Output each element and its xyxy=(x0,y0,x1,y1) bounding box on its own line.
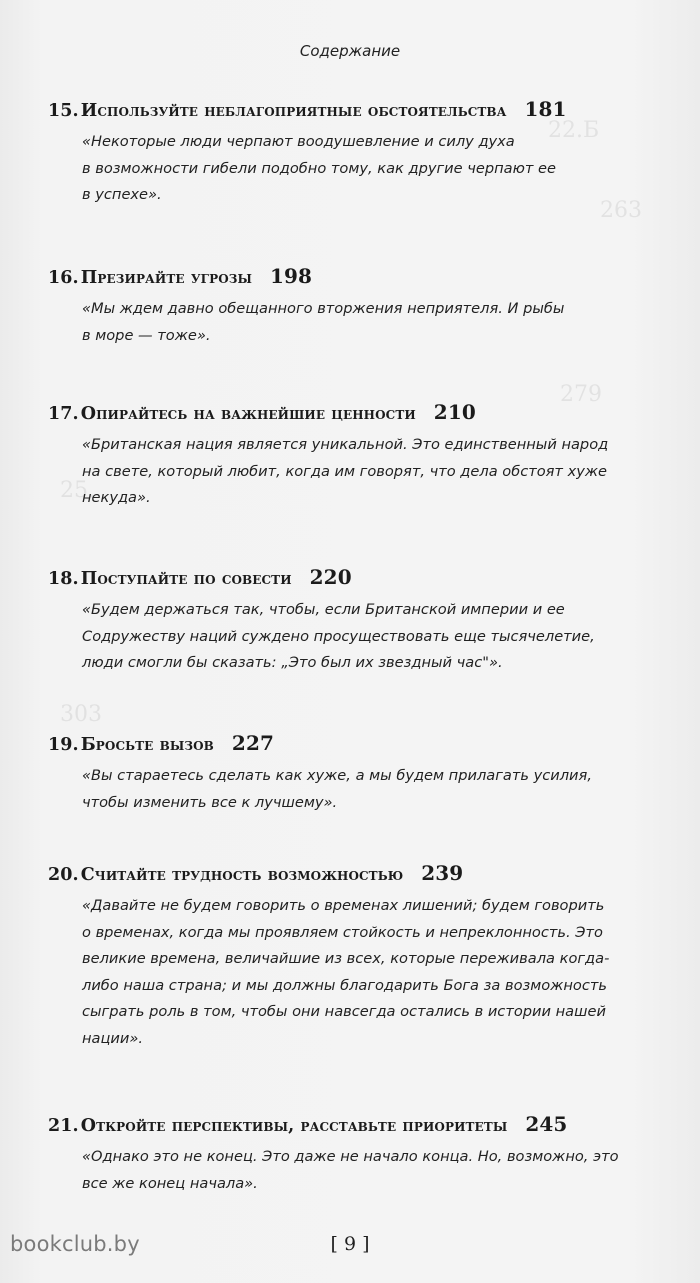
chapter-title: Бросьте вызов xyxy=(80,735,214,755)
toc-entry-heading xyxy=(48,565,668,591)
toc-entry xyxy=(48,264,668,349)
toc-entry-heading xyxy=(48,731,668,757)
chapter-number: 16. xyxy=(48,268,79,288)
chapter-number: 15. xyxy=(48,101,79,121)
chapter-number: 18. xyxy=(48,569,79,589)
running-head: Содержание xyxy=(299,42,401,60)
show-through-text: 263 xyxy=(600,198,642,223)
chapter-number: 21. xyxy=(48,1116,79,1136)
toc-entry-heading xyxy=(48,400,668,426)
chapter-page-number: 245 xyxy=(525,1112,568,1136)
chapter-page-number: 220 xyxy=(309,565,352,589)
chapter-page-number: 227 xyxy=(231,731,274,755)
chapter-epigraph: «Мы ждем давно обещанного вторжения неприятеля. И рыбы в море — тоже». xyxy=(82,300,565,344)
toc-entry-heading xyxy=(48,861,668,887)
chapter-number: 19. xyxy=(48,735,79,755)
page-folio: [ 9 ] xyxy=(330,1233,370,1255)
chapter-title: Опирайтесь на важнейшие ценности xyxy=(80,404,416,424)
show-through-text: 22.Б xyxy=(548,118,600,143)
chapter-epigraph: «Британская нация является уникальной. Это единственный народ на свете, который любит, когда им говорят, что дела обстоят хуже некуда». xyxy=(82,436,609,506)
toc-entry-heading xyxy=(48,97,668,123)
show-through-text: 279 xyxy=(560,382,602,407)
toc-entry xyxy=(48,565,668,677)
toc-entry-heading xyxy=(48,264,668,290)
chapter-title: Презирайте угрозы xyxy=(80,268,253,288)
chapter-page-number: 239 xyxy=(421,861,464,885)
toc-entry xyxy=(48,861,668,1052)
chapter-number: 20. xyxy=(48,865,79,885)
watermark: bookclub.by xyxy=(10,1232,140,1256)
chapter-title: Откройте перспективы, расставьте приоритеты xyxy=(80,1116,508,1136)
chapter-title: Считайте трудность возможностью xyxy=(80,865,404,885)
chapter-page-number: 210 xyxy=(433,400,476,424)
toc-entry xyxy=(48,400,668,512)
chapter-page-number: 181 xyxy=(524,97,567,121)
toc-entry-heading xyxy=(48,1112,668,1138)
toc-entry xyxy=(48,731,668,816)
chapter-number: 17. xyxy=(48,404,79,424)
chapter-page-number: 198 xyxy=(270,264,313,288)
chapter-title: Поступайте по совести xyxy=(80,569,292,589)
chapter-epigraph: «Давайте не будем говорить о временах лишений; будем говорить о временах, когда мы проявляем стойкость и непреклонность. Это великие времена, величайшие из всех, которые переживала когда- либо наша страна; и мы должны благодарить Бога за возможность сыграть роль в том, чтобы они навсегда остались в истории нашей нации». xyxy=(82,897,610,1047)
show-through-text: 25. xyxy=(60,478,95,503)
chapter-title: Используйте неблагоприятные обстоятельства xyxy=(80,101,507,121)
chapter-epigraph: «Вы стараетесь сделать как хуже, а мы будем прилагать усилия, чтобы изменить все к лучшему». xyxy=(82,767,592,811)
toc-entry xyxy=(48,1112,668,1197)
chapter-epigraph: «Будем держаться так, чтобы, если Британской империи и ее Содружеству наций суждено просуществовать еще тысячелетие, люди смогли бы сказать: „Это был их звездный час"». xyxy=(82,601,595,671)
chapter-epigraph: «Однако это не конец. Это даже не начало конца. Но, возможно, это все же конец начала». xyxy=(82,1148,619,1192)
chapter-epigraph: «Некоторые люди черпают воодушевление и силу духа в возможности гибели подобно тому, как другие черпают ее в успехе». xyxy=(82,133,556,203)
show-through-text: 303 xyxy=(60,702,102,727)
toc-entry xyxy=(48,97,668,209)
